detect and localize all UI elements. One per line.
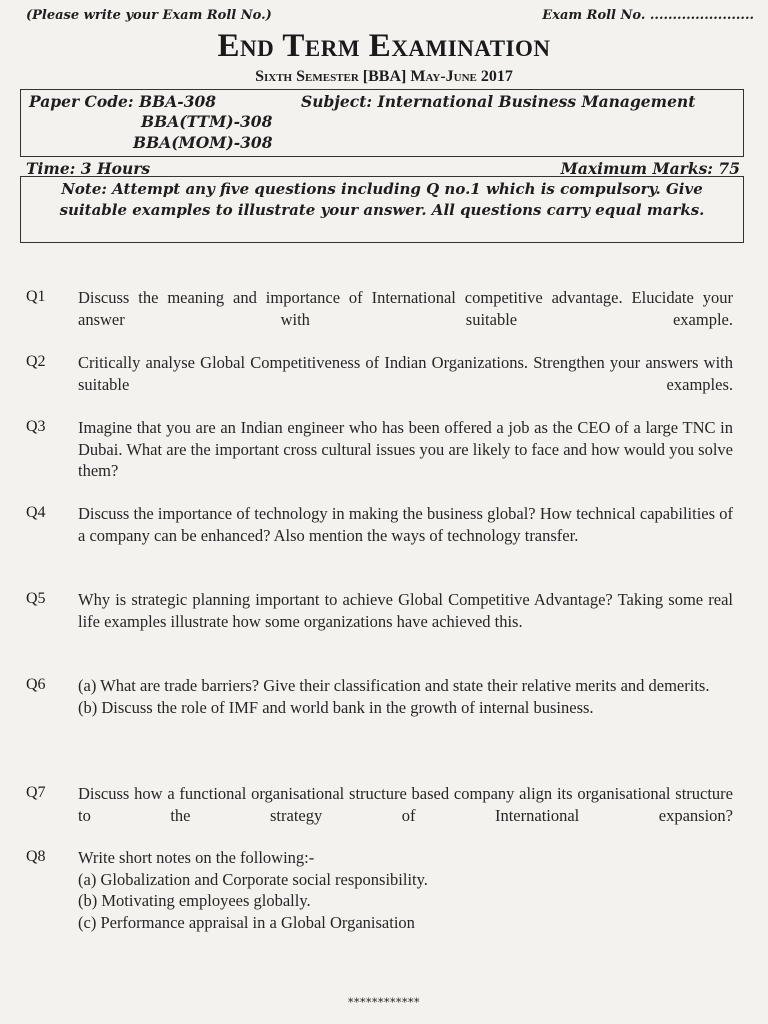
end-marker: ************: [348, 996, 420, 1009]
question-number: Q8: [26, 848, 46, 865]
question-number: Q2: [26, 353, 46, 370]
roll-number-prompt: (Please write your Exam Roll No.): [26, 8, 272, 23]
exam-time: Time: 3 Hours: [26, 159, 151, 178]
instructions-note: Note: Attempt any five questions including Q no.1 which is compulsory. Give suitable examples to illustrate your answer. All questions carry equal marks.: [59, 180, 705, 219]
paper-code-mom: BBA(MOM)-308: [133, 133, 273, 152]
subject: Subject: International Business Management: [301, 92, 696, 111]
question-part: (b) Motivating employees globally.: [78, 891, 311, 910]
question-intro: Write short notes on the following:-: [78, 848, 315, 867]
paper-code: Paper Code: BBA-308: [29, 92, 217, 111]
question-number: Q6: [26, 676, 46, 693]
question-part: (a) Globalization and Corporate social responsibility.: [78, 869, 428, 889]
exam-subtitle: Sixth Semester [BBA] May-June 2017: [255, 68, 513, 85]
question-number: Q1: [26, 288, 46, 305]
question-part: (b) Discuss the role of IMF and world bank in the growth of internal business.: [78, 697, 594, 717]
question-number: Q3: [26, 418, 46, 435]
question-part: (a) What are trade barriers? Give their classification and state their relative merits and demerits.: [78, 676, 710, 695]
question-text: Critically analyse Global Competitiveness of Indian Organizations. Strengthen your answers with suitable examples.: [78, 353, 733, 394]
instructions-box: [20, 176, 744, 243]
exam-title: End Term Examination: [217, 28, 551, 64]
question-number: Q7: [26, 784, 46, 801]
paper-code-ttm: BBA(TTM)-308: [141, 112, 273, 131]
question-text: Discuss the importance of technology in making the business global? How technical capabilities of a company can be enhanced? Also mention the ways of technology transfer.: [78, 504, 733, 545]
maximum-marks: Maximum Marks: 75: [560, 159, 740, 178]
question-parts: [78, 847, 733, 933]
question-number: Q5: [26, 590, 46, 607]
question-text: Discuss how a functional organisational structure based company align its organisational structure to the strategy of International expansion?: [78, 784, 733, 825]
exam-roll-number-field: Exam Roll No. .......................: [542, 8, 754, 23]
question-parts: [78, 675, 733, 718]
paper-info-box: [20, 89, 744, 157]
question-text: Why is strategic planning important to achieve Global Competitive Advantage? Taking some real life examples illustrate how some organizations have achieved this.: [78, 590, 733, 631]
question-part: (c) Performance appraisal in a Global Organisation: [78, 912, 415, 932]
question-text: Discuss the meaning and importance of International competitive advantage. Elucidate your answer with suitable example.: [78, 288, 733, 329]
question-text: Imagine that you are an Indian engineer who has been offered a job as the CEO of a large TNC in Dubai. What are the important cross cultural issues you are likely to face and how would you solve them?: [78, 418, 733, 480]
question-number: Q4: [26, 504, 46, 521]
